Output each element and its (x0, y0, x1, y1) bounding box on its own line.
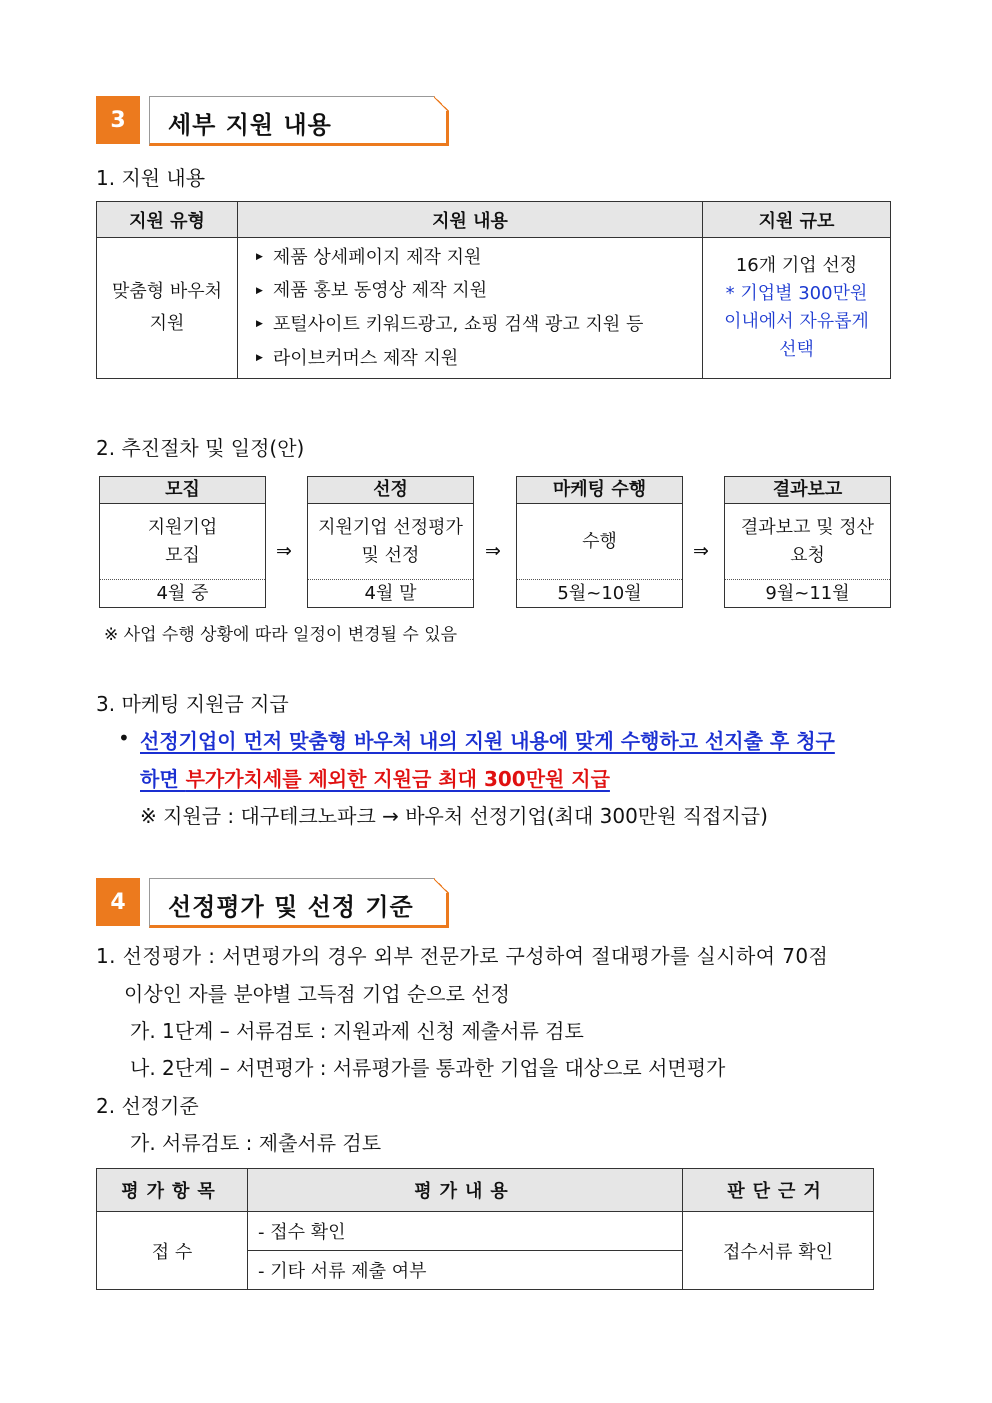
support-table (96, 201, 891, 379)
payment-note: ※ 지원금 : 대구테크노파크 → 바우처 선정기업(최대 300만원 직접지급) (140, 804, 768, 828)
subheading-payment: 3. 마케팅 지원금 지급 (96, 692, 289, 716)
arrow-icon: ⇒ (485, 540, 501, 562)
folded-corner (434, 96, 449, 111)
triangle-bullet-icon: ▶ (256, 319, 263, 330)
arrow-icon: ⇒ (276, 540, 292, 562)
header-scale: 지원 규모 (703, 202, 891, 238)
schedule-note: ※ 사업 수행 상황에 따라 일정이 변경될 수 있음 (104, 625, 458, 645)
support-items-cell (238, 238, 703, 379)
header-eval-item: 평가항목 (97, 1169, 248, 1212)
section-title-box (149, 878, 449, 928)
section-title: 선정평가 및 선정 기준 (168, 893, 414, 921)
eval-step-1: 가. 1단계 – 서류검토 : 지원과제 신청 제출서류 검토 (130, 1019, 584, 1043)
triangle-bullet-icon: ▶ (256, 251, 263, 262)
flow-step-recruit: 모집 지원기업 모집 4월 중 (99, 476, 266, 608)
eval-content-cell: - 기타 서류 제출 여부 (248, 1251, 683, 1290)
flow-step-marketing: 마케팅 수행 수행 5월~10월 (516, 476, 683, 608)
header-eval-content: 평가내용 (248, 1169, 683, 1212)
list-item: ▶ 제품 홍보 동영상 제작 지원 (256, 280, 488, 302)
support-type-cell: 맞춤형 바우처 지원 (97, 238, 238, 379)
list-item: ▶ 포털사이트 키워드광고, 쇼핑 검색 광고 지원 등 (256, 314, 644, 335)
header-eval-basis: 판단근거 (683, 1169, 874, 1212)
list-item: ▶ 라이브커머스 제작 지원 (256, 347, 459, 369)
section-title: 세부 지원 내용 (168, 111, 332, 139)
header-content: 지원 내용 (238, 202, 703, 238)
payment-emphasis-line2: 하면 부가가치세를 제외한 지원금 최대 300만원 지급 (140, 767, 610, 791)
criteria-item-a: 가. 서류검토 : 제출서류 검토 (130, 1131, 382, 1155)
flow-step-select: 선정 지원기업 선정평가 및 선정 4월 말 (307, 476, 474, 608)
section-number-badge: 4 (96, 878, 140, 926)
eval-paragraph-line2: 이상인 자를 분야별 고득점 기업 순으로 선정 (124, 982, 510, 1006)
eval-basis-cell: 접수서류 확인 (683, 1212, 874, 1290)
list-item: ▶ 제품 상세페이지 제작 지원 (256, 246, 482, 268)
eval-step-2: 나. 2단계 – 서면평가 : 서류평가를 통과한 기업을 대상으로 서면평가 (130, 1056, 726, 1080)
eval-item-cell: 접 수 (97, 1212, 248, 1290)
arrow-icon: ⇒ (693, 540, 709, 562)
criteria-table (96, 1168, 874, 1290)
flow-step-report: 결과보고 결과보고 및 정산 요청 9월~11월 (724, 476, 891, 608)
triangle-bullet-icon: ▶ (256, 285, 263, 296)
subheading-support-content: 1. 지원 내용 (96, 166, 206, 190)
folded-corner (434, 878, 449, 893)
bullet-dot: • (118, 726, 130, 750)
support-scale-cell: 16개 기업 선정 * 기업별 300만원 이내에서 자유롭게 선택 (703, 238, 891, 379)
subheading-schedule: 2. 추진절차 및 일정(안) (96, 436, 305, 460)
section-number-badge: 3 (96, 96, 140, 144)
eval-content-cell: - 접수 확인 (248, 1212, 683, 1251)
subheading-criteria: 2. 선정기준 (96, 1094, 199, 1118)
triangle-bullet-icon: ▶ (256, 353, 263, 363)
payment-emphasis-line1: 선정기업이 먼저 맞춤형 바우처 내의 지원 내용에 맞게 수행하고 선지출 후 청구 (140, 729, 835, 753)
header-type: 지원 유형 (97, 202, 238, 238)
eval-paragraph-line1: 1. 선정평가 : 서면평가의 경우 외부 전문가로 구성하여 절대평가를 실시하여 70점 (96, 944, 829, 968)
section-title-box (149, 96, 449, 146)
